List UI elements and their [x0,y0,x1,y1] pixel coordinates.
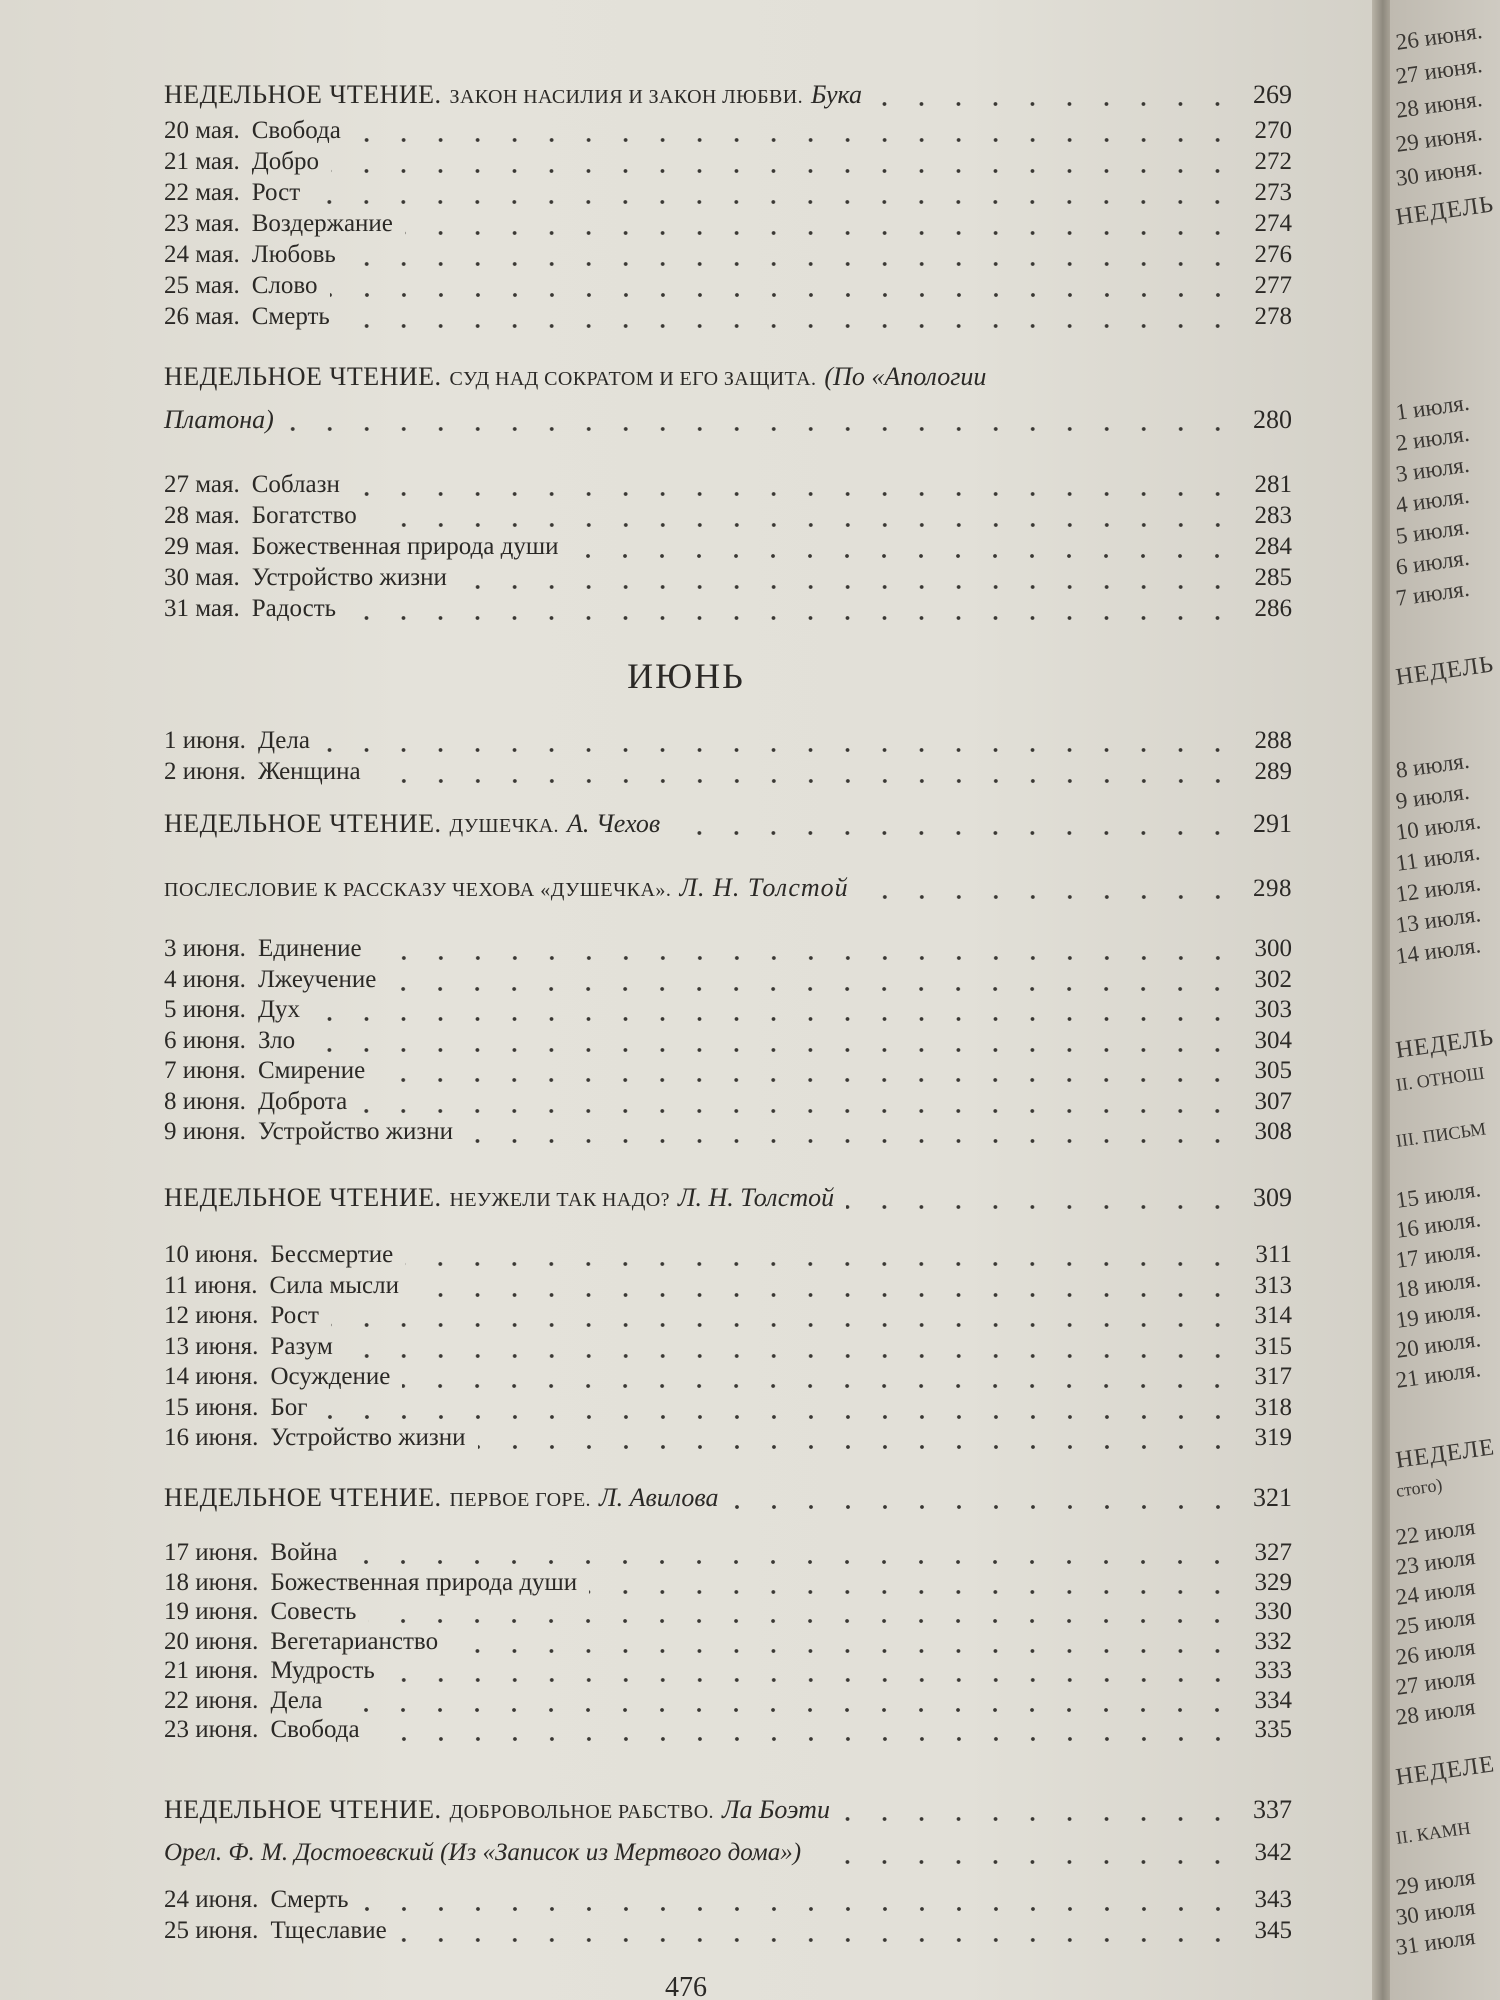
entry-page: 335 [1254,1716,1292,1743]
right-page-line: 26 июля [1394,1634,1477,1670]
dot-leader [570,552,1236,560]
right-page-line: 9 июля. [1394,778,1471,814]
toc-row [164,1627,1292,1657]
weekly-author: А. Чехов [566,809,661,838]
entry-date: 6 июня. [164,1026,246,1054]
entry-page: 289 [1254,758,1292,785]
dot-leader [672,829,1236,837]
entry-date: 25 мая. [164,272,240,299]
toc-row [164,873,1292,903]
entry-date: 23 июня. [164,1716,259,1743]
toc-row [164,563,1292,593]
right-page-line: 29 июня. [1394,120,1484,157]
toc-row [164,1393,1292,1423]
entry-date: 24 июня. [164,1886,259,1913]
entry-title: Рост [251,179,301,206]
toc-row [164,1183,1292,1213]
weekly-author: Л. Н. Толстой [677,1183,835,1212]
entry-title: Любовь [251,241,336,268]
right-page-heading: НЕДЕЛЬ [1394,651,1496,691]
weekly-page: 337 [1253,1795,1292,1824]
entry-date: 8 июня. [164,1087,246,1115]
right-page-line: 7 июля. [1394,575,1471,611]
right-page-heading: НЕДЕЛЬ [1394,1024,1496,1064]
toc-row [164,995,1292,1025]
dot-leader [813,1858,1236,1866]
toc-row [164,1597,1292,1627]
entry-title: Божественная природа души [251,533,559,560]
entry-page: 345 [1254,1917,1292,1944]
entry-date: 5 июня. [164,996,246,1023]
entry-title: Смирение [257,1057,366,1084]
entry-page: 308 [1254,1118,1292,1145]
dot-leader [348,260,1236,268]
entry-title: Дух [257,996,300,1023]
entry-page: 278 [1254,303,1292,330]
entry-date: 14 июня. [164,1363,259,1390]
orel-page: 342 [1254,1839,1292,1866]
dot-leader [320,1413,1236,1421]
right-page-line: 26 июня. [1394,18,1484,55]
toc-row [164,1656,1292,1686]
dot-leader [359,1107,1236,1115]
weekly-label: НЕДЕЛЬНОЕ ЧТЕНИЕ. [164,362,442,391]
dot-leader [349,1558,1236,1566]
entry-title: Рост [270,1302,319,1329]
entry-title: Война [270,1539,338,1566]
entry-title: Соблазн [251,471,340,498]
dot-leader [589,1588,1236,1596]
entry-page: 283 [1254,502,1292,529]
right-page-line: 10 июля. [1394,808,1483,845]
entry-date: 18 июня. [164,1568,259,1596]
entry-page: 311 [1255,1241,1292,1268]
toc-row [164,594,1292,624]
toc-row [164,1301,1292,1331]
toc-row [164,1885,1292,1915]
entry-title: Дела [257,727,310,754]
toc-row [164,1087,1292,1117]
entry-page: 327 [1254,1539,1292,1566]
toc-row [164,809,1292,839]
entry-date: 25 июня. [164,1917,259,1944]
entry-date: 27 мая. [164,471,240,498]
weekly-author: (По «Апологии [824,362,987,391]
entry-page: 314 [1254,1302,1292,1329]
toc-row [164,726,1292,756]
entry-date: 12 июня. [164,1302,259,1329]
entry-date: 17 июня. [164,1539,259,1566]
right-page-line: 4 июля. [1394,482,1471,518]
entry-title: Воздержание [251,210,393,237]
weekly-author: Ла Боэти [721,1795,830,1824]
entry-page: 318 [1254,1393,1292,1421]
right-page-line: 27 июня. [1394,52,1484,89]
entry-date: 28 мая. [164,502,240,529]
right-page-line: стого) [1394,1474,1444,1501]
entry-title: Смерть [251,303,330,330]
dot-leader [842,1815,1236,1823]
dot-leader [450,1647,1236,1655]
toc-row [164,362,1292,392]
weekly-label: НЕДЕЛЬНОЕ ЧТЕНИЕ. [164,1795,442,1824]
entry-page: 329 [1254,1568,1292,1596]
weekly-subtitle: ЗАКОН НАСИЛИЯ И ЗАКОН ЛЮБВИ. [449,86,803,108]
dot-leader [312,1015,1236,1023]
entry-page: 288 [1254,727,1292,754]
toc-row [164,1117,1292,1147]
dot-leader [361,1905,1236,1913]
right-page-heading: НЕДЕЛЬ [1394,191,1496,231]
entry-date: 29 мая. [164,533,240,560]
dot-leader [874,100,1236,108]
right-page-line: 22 июля [1394,1514,1477,1550]
page-number: 476 [665,1972,707,2000]
dot-leader [465,1137,1236,1145]
right-page-line: III. ПИСЬМ [1394,1118,1488,1151]
toc-row [164,1332,1292,1362]
entry-page: 334 [1254,1686,1292,1714]
dot-leader [331,1321,1236,1329]
dot-leader [368,1617,1236,1625]
right-page-line: 28 июня. [1394,86,1484,123]
toc-row [164,405,1292,435]
weekly-subtitle: ДУШЕЧКА. [449,815,559,837]
entry-date: 15 июня. [164,1393,259,1421]
entry-page: 333 [1254,1657,1292,1684]
entry-title: Добро [251,148,320,175]
entry-title: Осуждение [270,1363,391,1390]
weekly-subtitle: СУД НАД СОКРАТОМ И ЕГО ЗАЩИТА. [449,368,817,390]
entry-page: 302 [1254,965,1292,993]
right-page-line: 6 июля. [1394,544,1471,580]
toc-row [164,116,1292,146]
entry-title: Смерть [270,1886,349,1913]
right-page-line: 8 июля. [1394,747,1471,783]
weekly-author: Бука [810,80,863,109]
dot-leader [286,425,1236,433]
entry-page: 305 [1254,1057,1292,1084]
entry-date: 20 июня. [164,1627,259,1655]
dot-leader [331,167,1236,175]
dot-leader [405,1260,1236,1268]
entry-page: 304 [1254,1026,1292,1054]
weekly-subtitle: ПЕРВОЕ ГОРЕ. [449,1489,591,1511]
entry-date: 22 мая. [164,179,240,206]
entry-title: Свобода [251,117,341,144]
entry-title: Единение [257,935,362,962]
afterword-author: Л. Н. Толстой [679,873,849,902]
weekly-page: 309 [1253,1183,1292,1212]
weekly-label: НЕДЕЛЬНОЕ ЧТЕНИЕ. [164,1183,442,1212]
afterword-page: 298 [1253,875,1292,902]
toc-row [164,1568,1292,1598]
right-page-line: 1 июля. [1394,389,1471,425]
right-page-line: 3 июля. [1394,451,1471,487]
toc-row [164,1056,1292,1086]
right-page-line: 23 июля [1394,1544,1477,1580]
right-page-line: 20 июля. [1394,1326,1483,1363]
weekly-page: 321 [1253,1483,1292,1512]
toc-row [164,532,1292,562]
entry-page: 315 [1254,1332,1292,1360]
dot-leader [478,1443,1236,1451]
dot-leader [373,777,1236,785]
dot-leader [402,1382,1236,1390]
dot-leader [353,136,1236,144]
book-gutter [1372,0,1390,2000]
dot-leader [330,291,1236,299]
entry-page: 270 [1254,117,1292,144]
entry-page: 300 [1254,935,1292,962]
right-page-line: 11 июля. [1394,839,1482,876]
right-page-line: 30 июля [1394,1894,1477,1930]
entry-date: 30 мая. [164,564,240,591]
entry-date: 24 мая. [164,241,240,268]
right-page-line: 25 июля [1394,1604,1477,1640]
right-page-line: 18 июля. [1394,1266,1483,1303]
entry-title: Богатство [251,502,357,529]
entry-date: 1 июня. [164,727,246,754]
entry-date: 19 июня. [164,1598,259,1625]
entry-title: Вегетарианство [270,1627,439,1655]
right-page-line: 5 июля. [1394,513,1471,549]
dot-leader [374,954,1236,962]
weekly-author-cont: Платона) [164,405,274,434]
weekly-page: 269 [1253,80,1292,109]
entry-title: Слово [251,272,318,299]
right-page-line: 13 июля. [1394,901,1483,938]
entry-date: 16 июня. [164,1424,259,1451]
toc-row [164,302,1292,332]
right-page-line: 15 июля. [1394,1176,1483,1213]
dot-leader [405,229,1236,237]
right-page-line: 28 июля [1394,1694,1477,1730]
toc-row [164,1483,1292,1513]
orel-text: Орел. Ф. М. Достоевский (Из «Записок из Мертвого дома») [164,1839,802,1866]
toc-row [164,240,1292,270]
weekly-subtitle: НЕУЖЕЛИ ТАК НАДО? [449,1189,670,1211]
right-page-line: 21 июля. [1394,1356,1483,1393]
entry-page: 276 [1254,241,1292,268]
entry-page: 285 [1254,564,1292,591]
entry-date: 23 мая. [164,210,240,237]
right-page-line: 17 июля. [1394,1236,1483,1273]
right-page-line: 27 июля [1394,1664,1477,1700]
right-page-line: 29 июля [1394,1864,1477,1900]
entry-page: 317 [1254,1363,1292,1390]
entry-page: 277 [1254,272,1292,299]
right-page-heading: НЕДЕЛЕ [1394,1751,1497,1791]
weekly-label: НЕДЕЛЬНОЕ ЧТЕНИЕ. [164,809,442,838]
right-page-line: 31 июля [1394,1924,1477,1960]
entry-title: Мудрость [270,1657,375,1684]
entry-page: 307 [1254,1087,1292,1115]
toc-row [164,1271,1292,1301]
entry-page: 303 [1254,996,1292,1023]
entry-title: Устройство жизни [270,1424,466,1451]
entry-page: 281 [1254,471,1292,498]
dot-leader [731,1503,1236,1511]
dot-leader [345,1352,1236,1360]
right-page-heading: НЕДЕЛЕ [1394,1434,1497,1474]
entry-title: Бог [270,1393,308,1421]
toc-row [164,757,1292,787]
toc-row [164,1838,1292,1868]
entry-date: 21 мая. [164,148,240,175]
month-heading: ИЮНЬ [627,656,745,696]
entry-title: Бессмертие [270,1241,394,1268]
weekly-label: НЕДЕЛЬНОЕ ЧТЕНИЕ. [164,1483,442,1512]
entry-page: 284 [1254,533,1292,560]
dot-leader [377,1076,1236,1084]
entry-date: 11 июня. [164,1271,258,1299]
right-page-edge [1390,0,1500,2000]
entry-title: Дела [270,1686,323,1714]
dot-leader [372,1735,1236,1743]
entry-page: 286 [1254,595,1292,622]
toc-row [164,178,1292,208]
dot-leader [342,322,1236,330]
entry-date: 10 июня. [164,1241,259,1268]
toc-row [164,501,1292,531]
entry-page: 274 [1254,210,1292,237]
right-page-line: II. ОТНОШ [1394,1062,1486,1095]
entry-title: Зло [257,1026,296,1054]
right-page-line: 2 июля. [1394,420,1471,456]
toc-row [164,1686,1292,1716]
entry-page: 319 [1254,1424,1292,1451]
entry-date: 2 июня. [164,758,246,785]
entry-date: 20 мая. [164,117,240,144]
weekly-subtitle: ДОБРОВОЛЬНОЕ РАБСТВО. [449,1801,714,1823]
entry-title: Радость [251,595,337,622]
weekly-page: 291 [1253,809,1292,838]
dot-leader [399,1936,1236,1944]
toc-row [164,1423,1292,1453]
entry-title: Лжеучение [257,965,377,993]
dot-leader [388,985,1236,993]
right-page-line: 14 июля. [1394,932,1483,969]
entry-date: 21 июня. [164,1657,259,1684]
entry-title: Устройство жизни [251,564,447,591]
toc-row [164,80,1292,110]
toc-row [164,965,1292,995]
right-page-line: 19 июля. [1394,1296,1483,1333]
entry-page: 272 [1254,148,1292,175]
toc-row [164,271,1292,301]
dot-leader [411,1291,1236,1299]
weekly-label: НЕДЕЛЬНОЕ ЧТЕНИЕ. [164,80,442,109]
dot-leader [352,490,1236,498]
weekly-author: Л. Авилова [598,1483,719,1512]
entry-date: 22 июня. [164,1686,259,1714]
toc-row [164,1538,1292,1568]
entry-page: 343 [1254,1886,1292,1913]
toc-row [164,1795,1292,1825]
dot-leader [387,1676,1236,1684]
entry-title: Свобода [270,1716,360,1743]
entry-title: Сила мысли [269,1271,399,1299]
dot-leader [312,198,1236,206]
entry-date: 4 июня. [164,965,246,993]
entry-title: Доброта [257,1087,348,1115]
entry-title: Разум [270,1332,333,1360]
dot-leader [369,521,1236,529]
right-page-line: 16 июля. [1394,1206,1483,1243]
toc-row [164,209,1292,239]
toc-row [164,1715,1292,1745]
entry-title: Женщина [257,758,361,785]
entry-page: 273 [1254,179,1292,206]
entry-title: Устройство жизни [257,1118,454,1145]
right-page-line: 24 июля [1394,1574,1477,1610]
dot-leader [322,746,1236,754]
entry-date: 7 июня. [164,1057,246,1084]
entry-date: 3 июня. [164,935,246,962]
dot-leader [861,893,1236,901]
entry-date: 26 мая. [164,303,240,330]
dot-leader [307,1046,1236,1054]
right-page-line: 12 июля. [1394,870,1483,907]
entry-date: 13 июня. [164,1332,259,1360]
right-page-line: 30 июня. [1394,154,1484,191]
dot-leader [459,583,1236,591]
entry-date: 9 июня. [164,1118,246,1145]
entry-date: 31 мая. [164,595,240,622]
entry-page: 330 [1254,1598,1292,1625]
toc-row [164,1916,1292,1946]
weekly-page: 280 [1253,405,1292,434]
entry-title: Совесть [270,1598,357,1625]
toc-row [164,1240,1292,1270]
right-page-line: II. КАМН [1394,1817,1472,1848]
entry-title: Тщеславие [270,1917,387,1944]
toc-row [164,934,1292,964]
entry-page: 313 [1254,1271,1292,1299]
toc-row [164,1362,1292,1392]
dot-leader [334,1706,1236,1714]
toc-row [164,470,1292,500]
dot-leader [348,614,1236,622]
toc-row [164,1026,1292,1056]
dot-leader [846,1203,1236,1211]
entry-page: 332 [1254,1627,1292,1655]
toc-row [164,147,1292,177]
entry-title: Божественная природа души [270,1568,578,1596]
afterword-text: ПОСЛЕСЛОВИЕ К РАССКАЗУ ЧЕХОВА «ДУШЕЧКА». [164,879,672,901]
